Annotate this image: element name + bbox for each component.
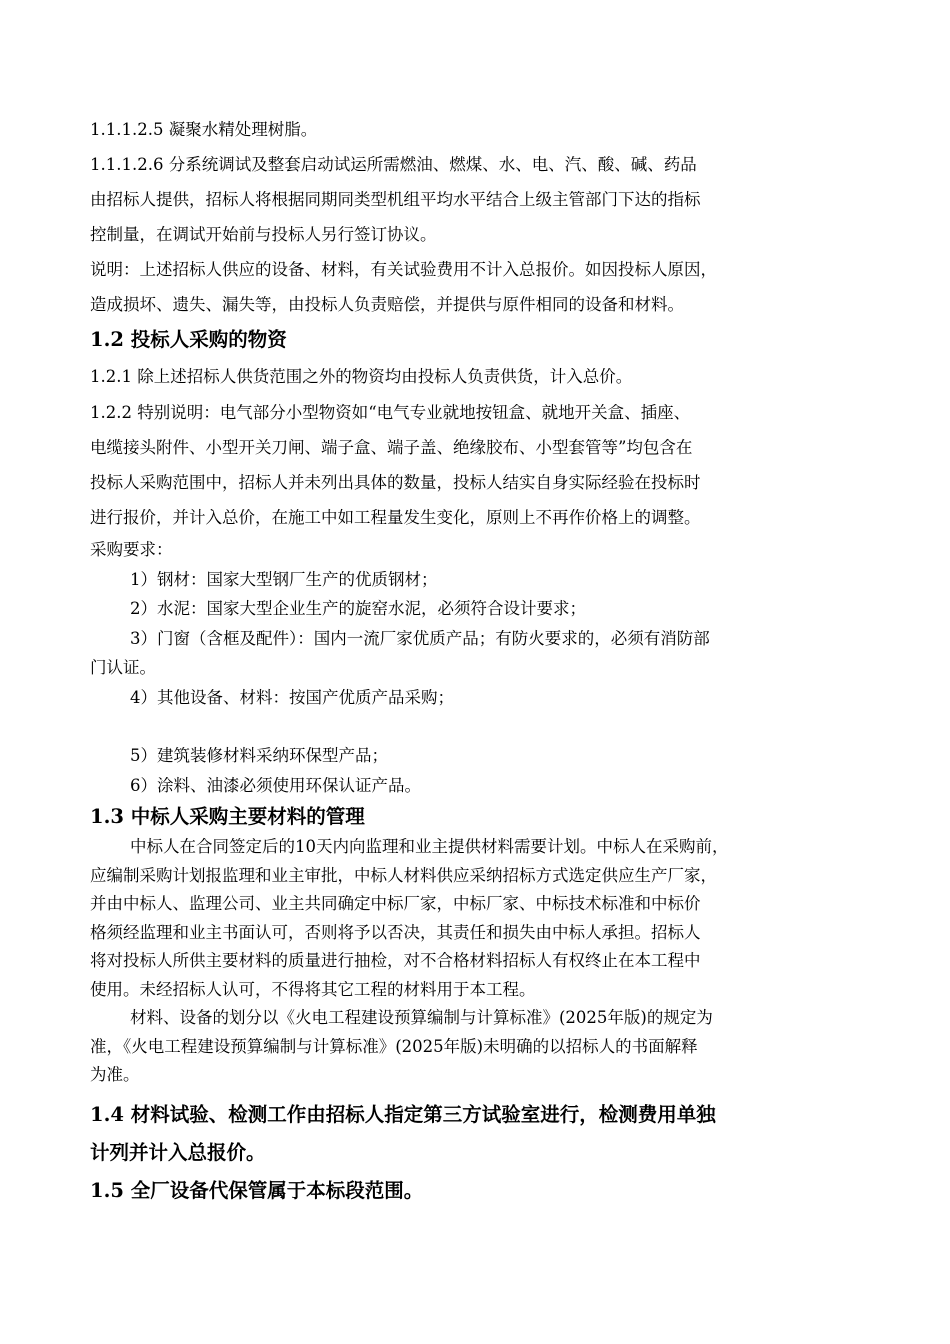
material-management-paragraph (90, 833, 830, 1004)
text-line: 控制量，在调试开始前与投标人另行签订协议。 (90, 225, 437, 244)
text-line: 为准。 (90, 1065, 140, 1084)
text-line: 投标人采购范围中，招标人并未列出具体的数量，投标人结实自身实际经验在投标时 (90, 473, 701, 492)
blank-line (90, 712, 830, 741)
text-line: 进行报价，并计入总价，在施工中如工程量发生变化，原则上不再作价格上的调整。 (90, 508, 701, 527)
clause-1-1-1-2-5: 1.1.1.2.5 凝聚水精处理树脂。 (90, 120, 318, 139)
clause-1-1-1-2-6 (90, 147, 830, 252)
list-item: 3）门窗（含框及配件）：国内一流厂家优质产品；有防火要求的，必须有消防部 (130, 628, 710, 648)
text-line: 准，《火电工程建设预算编制与计算标准》(2025年版)未明确的以招标人的书面解释 (90, 1036, 698, 1056)
text-line: 1.2.2 特别说明：电气部分小型物资如“电气专业就地按钮盒、就地开关盒、插座、 (90, 403, 691, 422)
clause-1-2-1: 1.2.1 除上述招标人供货范围之外的物资均由投标人负责供货，计入总价。 (90, 367, 633, 386)
list-item: 4）其他设备、材料：按国产优质产品采购； (130, 687, 454, 707)
list-item: 6）涂料、油漆必须使用环保认证产品。 (130, 775, 421, 795)
procurement-requirements-title: 采购要求： (90, 540, 173, 559)
text-line: 说明：上述招标人供应的设备、材料，有关试验费用不计入总报价。如因投标人原因， (90, 260, 717, 279)
list-item: 5）建筑装修材料采纳环保型产品； (130, 746, 388, 765)
section-heading-1-4 (90, 1096, 830, 1172)
procurement-requirements-list (90, 565, 830, 801)
section-heading-1-2: 1.2 投标人采购的物资 (90, 328, 287, 351)
text-line: 电缆接头附件、小型开关刀闸、端子盒、端子盖、绝缘胶布、小型套管等”均包含在 (90, 438, 693, 457)
clause-1-2-2 (90, 395, 830, 535)
note-paragraph (90, 252, 830, 322)
document-page (90, 112, 830, 1210)
text-line: 并由中标人、监理公司、业主共同确定中标厂家，中标厂家、中标技术标准和中标价 (90, 894, 701, 913)
list-item: 1）钢材：国家大型钢厂生产的优质钢材； (130, 569, 438, 589)
text-line: 材料、设备的划分以《火电工程建设预算编制与计算标准》(2025年版)的规定为 (130, 1008, 713, 1027)
list-item: 2）水泥：国家大型企业生产的旋窑水泥，必须符合设计要求； (130, 599, 586, 618)
text-line: 造成损坏、遗失、漏失等，由投标人负责赔偿，并提供与原件相同的设备和材料。 (90, 295, 684, 314)
heading-line: 1.4 材料试验、检测工作由招标人指定第三方试验室进行，检测费用单独 (90, 1102, 716, 1126)
text-line: 1.1.1.2.6 分系统调试及整套启动试运所需燃油、燃煤、水、电、汽、酸、碱、药品 (90, 155, 697, 174)
text-line: 格须经监理和业主书面认可，否则将予以否决，其责任和损失由中标人承担。招标人 (90, 922, 701, 942)
text-line: 由招标人提供，招标人将根据同期同类型机组平均水平结合上级主管部门下达的指标 (90, 190, 701, 209)
text-line: 中标人在合同签定后的10天内向监理和业主提供材料需要计划。中标人在采购前， (130, 837, 729, 856)
section-heading-1-5: 1.5 全厂设备代保管属于本标段范围。 (90, 1178, 424, 1202)
text-line: 使用。未经招标人认可，不得将其它工程的材料用于本工程。 (90, 979, 536, 999)
list-item-continuation: 门认证。 (90, 658, 156, 677)
material-division-paragraph (90, 1004, 830, 1090)
heading-line: 计列并计入总报价。 (90, 1140, 266, 1164)
section-heading-1-3: 1.3 中标人采购主要材料的管理 (90, 805, 365, 828)
text-line: 将对投标人所供主要材料的质量进行抽检，对不合格材料招标人有权终止在本工程中 (90, 951, 701, 970)
text-line: 应编制采购计划报监理和业主审批，中标人材料供应采纳招标方式选定供应生产厂家， (90, 865, 717, 885)
